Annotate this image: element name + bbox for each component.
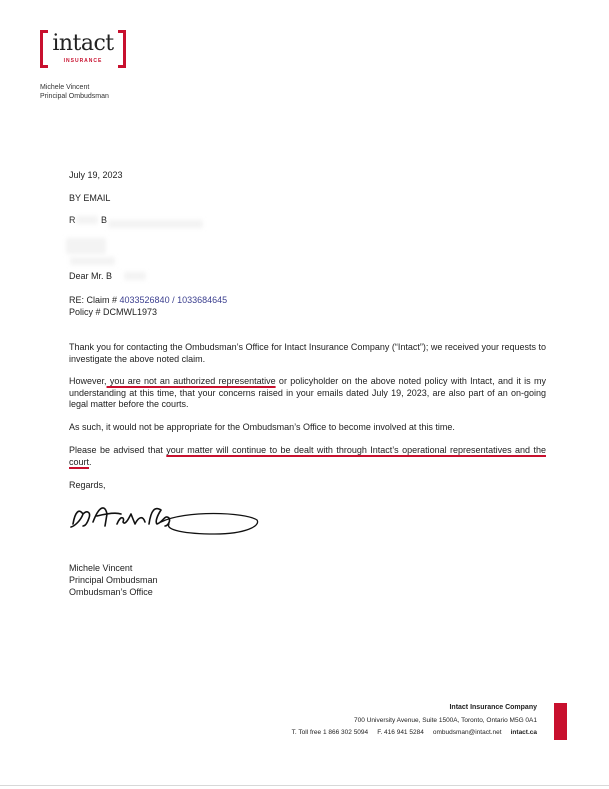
paragraph-1: Thank you for contacting the Ombudsman’s Office for Intact Insurance Company (“Intact”); we received your requests to investigate the above noted claim. [69, 342, 546, 364]
company-name: Intact Insurance Company [449, 704, 537, 711]
email-address[interactable]: ombudsman@intact.net [432, 729, 502, 736]
redacted-block [70, 257, 115, 265]
redacted-block [66, 238, 106, 254]
p2-start: However, [69, 376, 107, 386]
signature-office: Ombudsman’s Office [69, 587, 153, 597]
recipient-last-initial: B [101, 215, 108, 225]
header-name: Michele Vincent [40, 84, 90, 91]
handwritten-signature [65, 500, 265, 545]
policy-line [69, 306, 157, 318]
p4-end: . [89, 456, 92, 467]
logo-subword: INSURANCE [63, 58, 103, 64]
salutation: Dear Mr. B [69, 271, 113, 281]
fax-number: F. 416 941 5284 [377, 729, 424, 736]
toll-free: T. Toll free 1 866 302 5094 [291, 729, 369, 736]
p2-end: or policyholder on the above noted policy with Intact, and it is my understanding at this time, that your concerns raised in your emails dated July 19, 2023, are also part of an on-going legal matter before the courts. [69, 376, 546, 409]
brand-red-bar [554, 703, 567, 740]
policy-prefix: Policy # [69, 307, 104, 317]
footer-company [449, 703, 537, 713]
p2-underlined: you are not an authorized representative [106, 376, 276, 386]
redacted-block [124, 272, 146, 280]
redacted-block [108, 220, 203, 228]
re-claim-prefix: RE: Claim # [69, 295, 120, 305]
p4-underlined: your matter will continue to be dealt with through Intact’s operational representatives and the court [69, 445, 546, 467]
footer-address: 700 University Avenue, Suite 1500A, Toronto, Ontario M5G 0A1 [354, 717, 537, 724]
website-link[interactable]: intact.ca [510, 729, 537, 736]
paragraph-3: As such, it would not be appropriate for the Ombudsman’s Office to become involved at this time. [69, 422, 455, 432]
logo-bracket-right [118, 30, 126, 68]
delivery-method: BY EMAIL [69, 193, 111, 203]
header-title: Principal Ombudsman [40, 93, 109, 100]
recipient-first-initial: R [69, 215, 76, 225]
re-claim-line [69, 294, 227, 306]
policy-number: DCMWL1973 [103, 307, 158, 317]
intact-logo [40, 30, 126, 70]
closing: Regards, [69, 480, 106, 490]
signature-title: Principal Ombudsman [69, 575, 158, 585]
page-bottom-rule [0, 785, 609, 786]
logo-wordmark: intact [52, 31, 114, 56]
signature-name: Michele Vincent [69, 563, 133, 573]
p4-start: Please be advised that [69, 445, 167, 455]
letter-date: July 19, 2023 [69, 170, 123, 180]
footer-contacts [292, 728, 537, 738]
paragraph-2 [69, 376, 546, 411]
claim-numbers: 4033526840 / 1033684645 [119, 295, 228, 305]
paragraph-4 [69, 445, 546, 468]
redacted-block [76, 216, 98, 224]
logo-bracket-left [40, 30, 48, 68]
